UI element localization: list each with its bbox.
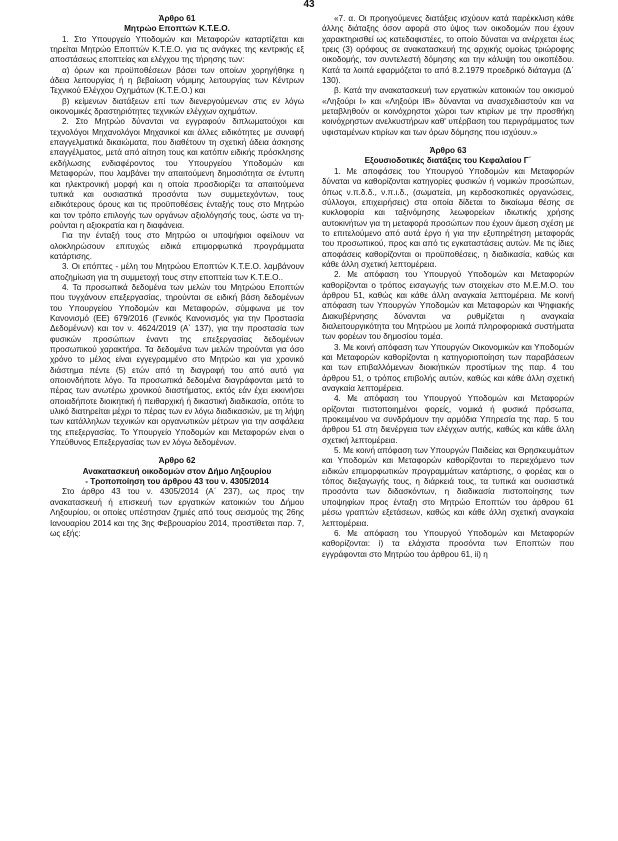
article-61-paragraph-2: 2. Στο Μητρώο δύνανται να εγγραφούν διπλωματούχοι και τεχνολόγοι Μηχανολόγοι Μηχανικοί και άλλες ειδικότητες με συναφή επαγγελματικά δικαιώματα, που διαθέτουν τη σχετική άδεια άσκησης επαγγέλματος, μετά από αίτηση τους και κατόπιν ειδικής πρόσκλησης εκδήλωσης ενδιαφέροντος του Υπουργείου Υποδομών και Μεταφορών, που λαμβάνει την απαιτούμενη δημοσιότητα σε έντυπη και ηλεκτρονική μορφή και η οποία προσδιορίζει τα απαιτούμενα τυπικά και ουσιαστικά προσόντα των συμμετεχόντων, τους ειδικότερους όρους και τις προϋποθέσεις ένταξής τους στο Μητρώο και τον τρόπο επιλογής των οργάνων αξιολόγησής τους, ώστε να τηρούνται η αξιοκρατία και η διαφάνεια. — [50, 117, 304, 230]
article-62-quote-b: β. Κατά την ανακατασκευή των εργατικών κατοικιών του οικισμού «Ληξούρι Ι» και «Ληξούρι ΙΒ» δύνανται να ανασχεδιαστούν και να μεταβληθούν οι κοινόχρηστοι χώροι των κτιρίων με την προσθήκη κοινόχρηστων ανελκυστήρων καθ' υπέρβαση του περιγράμματος των υφισταμένων κτιρίων και των όρων δόμησης που ισχύουν.» — [322, 86, 574, 137]
article-63-paragraph-2: 2. Με απόφαση του Υπουργού Υποδομών και Μεταφορών καθορίζονται ο τρόπος εισαγωγής των στοιχείων στο Μ.Ε.Μ.Ο. του άρθρου 51, καθώς και κάθε άλλη αναγκαία λεπτομέρεια. Με κοινή απόφαση των Υπουργών Υποδομών και Μεταφορών και Ψηφιακής Διακυβέρνησης δύνανται να ρυθμίζεται η αναγκαία διαλειτουργικότητα του Μητρώου με λοιπά πληροφοριακά συστήματα των φορέων του δημοσίου τομέα. — [322, 270, 574, 342]
article-63-heading: Εξουσιοδοτικές διατάξεις του Κεφαλαίου Γ΄ — [364, 156, 532, 166]
article-61-title: Άρθρο 61 — [158, 14, 196, 23]
article-61-paragraph-4: 4. Τα προσωπικά δεδομένα των μελών του Μητρώου Επoπτών που τυγχάνουν επεξεργασίας, τηρούνται σε ειδική βάση δεδομένων του Υπουργείου Υποδομών και Μεταφορών, σύμφωνα με τον Κανονισμό (ΕΕ) 679/2016 (Γενικός Κανονισμός για την Προστασία Δεδομένων) και τον ν. 4624/2019 (Α΄ 137), για την προστασία των φυσικών προσώπων έναντι της επεξεργασίας δεδομένων προσωπικού χαρακτήρα. Τα δεδομένα των μελών τηρούνται για όσο χρόνο το μέλος είναι εγγεγραμμένο στο Μητρώο και για χρονικό διάστημα πέντε (5) ετών από τη διαγραφή του από αυτό για οποιονδήποτε λόγο. Τα προσωπικά δεδομένα διαγράφονται μετά το πέρας των ανωτέρω χρονικού διαστήματος, εκτός εάν έχει εκκινήσει οποιαδήποτε διοικητική ή πειθαρχική ή δικαστική διαδικασία, οπότε το υλικό διατηρείται μέχρι το πέρας των εν λόγω διαδικασιών, με τη λήψη των κατάλληλων τεχνικών και οργανωτικών μέτρων για την ασφάλεια της επεξεργασίας. Το Υπουργείο Υποδομών και Μεταφορών είναι ο Υπεύθυνος Επεξεργασίας των εν λόγω δεδομένων. — [50, 282, 304, 448]
article-63-title: Άρθρο 63 — [429, 146, 467, 156]
article-62-quote-a: «7. α. Οι προηγούμενες διατάξεις ισχύουν κατά παρέκκλιση κάθε άλλης διάταξης όσον αφορά στο ύψος των οικοδομών που έχουν χαρακτηρισθεί ως κατεδαφιστέες, το οποίο δύναται να ανέρχεται έως τρεις (3) ορόφους σε ανακατασκευή της αρχικής ομοίως τριώροφης οικοδομής, τον συντελεστή δόμησης και την κάλυψη του οικοπέδου. Κατά τα λοιπά εφαρμόζεται το από 8.2.1979 προεδρικό διάταγμα (Δ΄ 130). — [322, 14, 574, 86]
article-61-paragraph-2b: Για την ένταξή τους στο Μητρώο οι υποψήφιοι οφείλουν να ολοκληρώσουν επιτυχώς ειδικά επιμορφωτικά προγράμματα κατάρτισης. — [50, 231, 304, 261]
page-number: 43 — [303, 0, 315, 10]
article-62-heading-line-1: Ανακατασκευή οικοδομών στον Δήμο Ληξουρίου — [82, 466, 272, 476]
article-63-paragraph-4: 4. Με απόφαση του Υπουργού Υποδομών και Μεταφορών ορίζονται πιστοποιημένοι φορείς, νομικά ή φυσικά πρόσωπα, προκειμένου να συνδράμουν την αρμόδια Υπηρεσία της παρ. 5 του άρθρου 51 στη διενέργεια των ελέγχων αυτής, καθώς και κάθε άλλη σχετική λεπτομέρεια. — [322, 394, 574, 445]
article-61-paragraph-1: 1. Στο Υπουργείο Υποδομών και Μεταφορών καταρτίζεται και τηρείται Μητρώο Επoπτών Κ.Τ.Ε.Ο. για τις ανάγκες της κεντρικής εξ αποστάσεως εποπτείας και ελέγχου της τήρησης των: — [50, 34, 304, 65]
article-63-paragraph-1: 1. Με αποφάσεις του Υπουργού Υποδομών και Μεταφορών δύναται να καθορίζονται κατηγορίες φυσικών ή νομικών προσώπων, όπως ν.π.δ.δ., ν.π.ι.δ., (σωματεία, μη κερδοσκοπικές οργανώσεις, σύλλογοι, επιχειρήσεις) στα οποία δίδεται το δικαίωμα θέσης σε κυκλοφορία και ταξινόμησης λεωφορείων ιδιωτικής χρήσης αυτοκινήτων για τη μεταφορά προσώπων που έχουν άμεση σχέση με το επιτελούμενο από αυτά έργο ή για την εξυπηρέτηση μεταφοράς του προσωπικού, προς και από τις εγκαταστάσεις αυτών. Με τις ίδιες αποφάσεις καθορίζονται οι προϋποθέσεις, η διαδικασία, καθώς και κάθε άλλη σχετική λεπτομέρεια. — [322, 166, 574, 269]
right-column — [322, 14, 574, 560]
article-61-paragraph-1b: β) κείμενων διατάξεων επί των διενεργούμενων στις εν λόγω οικονομικές δραστηριότητες τεχνικών ελέγχων οχημάτων. — [50, 96, 304, 117]
article-62-paragraph: Στο άρθρο 43 του ν. 4305/2014 (Α΄ 237), ως προς την ανακατασκευή ή επισκευή των εργατικών κατοικιών του Δήμου Ληξουρίου, οι οποίες υπέστησαν ζημιές από τους σεισμούς της 26ης Ιανουαρίου 2014 και της 3ης Φεβρουαρίου 2014, προστίθεται παρ. 7, ως εξής: — [50, 487, 304, 538]
left-column — [50, 14, 304, 539]
article-63-paragraph-3: 3. Με κοινή απόφαση των Υπουργών Οικονομικών και Υποδομών και Μεταφορών καθορίζονται η κατηγοριοποίηση των παραβάσεων και των επιβαλλόμενων διοικήτικών προστίμων της παρ. 4 του άρθρου 51, ο τρόπος επιβολής αυτών, καθώς και κάθε άλλη σχετική αναγκαία λεπτομέρεια. — [322, 342, 574, 394]
article-61-paragraph-1a: α) όρων και προϋποθέσεων βάσει των οποίων χορηγήθηκε η άδεια λειτουργίας ή η βεβαίωση νόμιμης λειτουργίας των Κέντρων Τεχνικού Ελέγχου Οχημάτων (Κ.Τ.Ε.Ο.) και — [50, 65, 304, 96]
article-61-heading: Μητρώο Επoπτών Κ.Τ.Ε.Ο. — [124, 24, 230, 34]
article-63-paragraph-6: 6. Με απόφαση του Υπουργού Υποδομών και Μεταφορών καθορίζονται: i) τα ελάχιστα προσόντα των Επoπτών που εγγράφονται στο Μητρώο του άρθρου 61, ii) η — [322, 528, 574, 559]
article-62-title: Άρθρο 62 — [158, 456, 196, 466]
article-62-heading-line-2: - Τροποποίηση του άρθρου 43 του ν. 4305/2014 — [85, 477, 269, 487]
article-63-paragraph-5: 5. Με κοινή απόφαση των Υπουργών Παιδείας και Θρησκευμάτων και Υποδομών και Μεταφορών καθορίζονται το περιεχόμενο των ειδικών επιμορφωτικών προγραμμάτων κατάρτισης, ο φορέας και ο τόπος διεξαγωγής τους, η διάρκειά τους, τα τυπικά και ουσιαστικά προσόντα των διδασκόντων, η διαδικασία πιστοποίησης των υποψηφίων προς ένταξη στο Μητρώο Επoπτών του άρθρου 61 μέσω γραπτών εξετάσεων, καθώς και κάθε άλλη σχετική αναγκαία λεπτομέρεια. — [322, 446, 574, 528]
article-61-paragraph-3: 3. Οι επόπτες - μέλη του Μητρώου Επoπτών Κ.Τ.Ε.Ο. λαμβάνουν αποζημίωση για τη συμμετοχή τους στην εποπτεία των Κ.Τ.Ε.Ο.. — [50, 262, 304, 282]
